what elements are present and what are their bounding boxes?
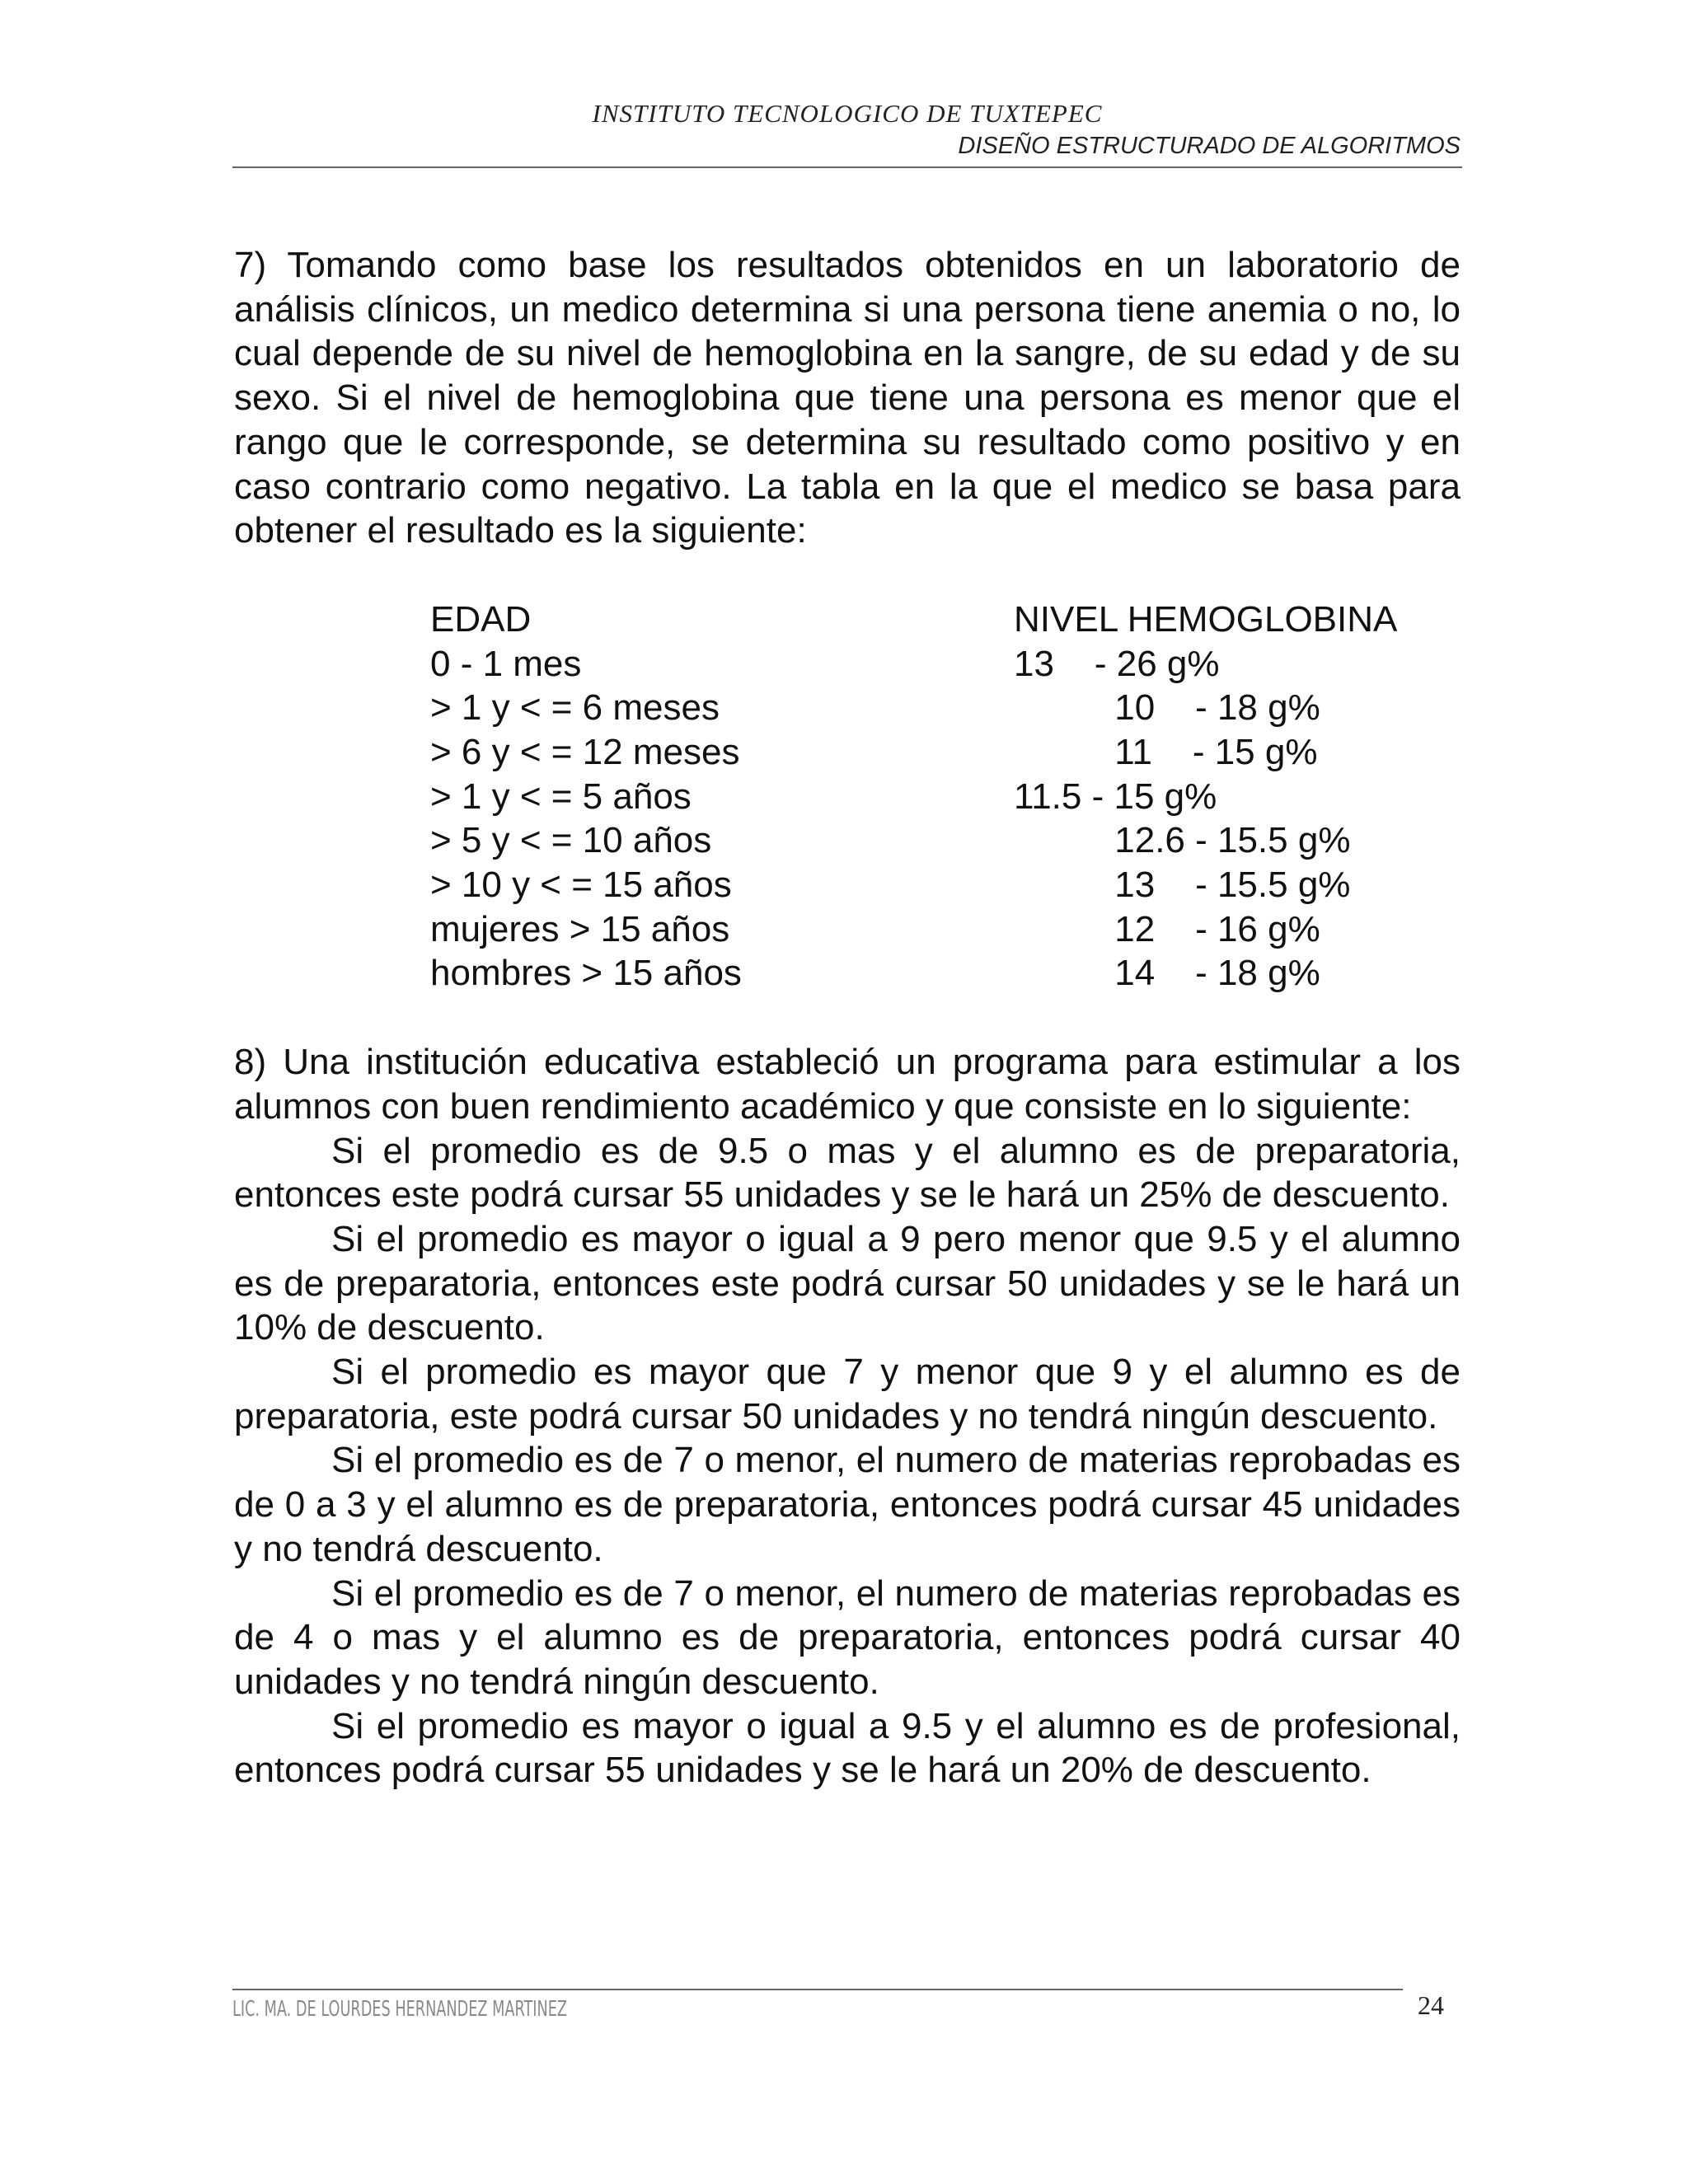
problem-8-rule: Si el promedio es mayor o igual a 9.5 y el alumno es de profesional, entonces podrá cursar 55 unidades y se le hará un 20% de descuento. — [234, 1705, 1461, 1791]
problem-8-rule: Si el promedio es mayor que 7 y menor que 9 y el alumno es de preparatoria, este podrá cursar 50 unidades y no tendrá ningún descuento. — [234, 1352, 1461, 1436]
table-row — [430, 730, 1461, 775]
header-institute: INSTITUTO TECNOLOGICO DE TUXTEPEC — [592, 99, 1103, 128]
column-header-age: EDAD — [430, 598, 532, 640]
level-cell: 12.6 - 15.5 g% — [1014, 820, 1351, 861]
age-cell: mujeres > 15 años — [430, 908, 730, 949]
age-cell: hombres > 15 años — [430, 953, 742, 994]
problem-8-rule: Si el promedio es de 7 o menor, el numero de materias reprobadas es de 4 o mas y el alumno es de preparatoria, entonces podrá cursar 40 unidades y no tendrá ningún descuento. — [234, 1572, 1461, 1702]
level-cell: 14 - 18 g% — [1014, 953, 1320, 994]
age-cell: 0 - 1 mes — [430, 643, 582, 684]
page-content — [234, 243, 1461, 1793]
page-footer — [232, 1989, 1403, 2022]
age-cell: > 1 y < = 6 meses — [430, 687, 720, 729]
level-cell: 10 - 18 g% — [1014, 687, 1320, 729]
level-cell: 13 - 15.5 g% — [1014, 865, 1351, 906]
age-cell: > 1 y < = 5 años — [430, 776, 692, 817]
page-number: 24 — [1418, 1990, 1444, 2020]
table-row — [430, 686, 1461, 730]
problem-8-rule: Si el promedio es de 7 o menor, el numero de materias reprobadas es de 0 a 3 y el alumno es de preparatoria, entonces podrá cursar 45 unidades y no tendrá descuento. — [234, 1440, 1461, 1569]
level-cell: 11 - 15 g% — [1014, 731, 1318, 772]
table-row — [430, 863, 1461, 907]
age-cell: > 6 y < = 12 meses — [430, 731, 740, 772]
page-header — [232, 97, 1462, 168]
problem-7-text: 7) Tomando como base los resultados obtenidos en un laboratorio de análisis clínicos, un medico determina si una persona tiene anemia o no, lo cual depende de su nivel de hemoglobina en la sangre, de su edad y de su sexo. Si el nivel de hemoglobina que tiene una persona es menor que el rango que le corresponde, se determina su resultado como positivo y en caso contrario como negativo. La tabla en la que el medico se basa para obtener el resultado es la siguiente: — [234, 245, 1461, 551]
problem-8-rule: Si el promedio es de 9.5 o mas y el alumno es de preparatoria, entonces este podrá cursar 55 unidades y se le hará un 25% de descuento. — [234, 1130, 1461, 1216]
table-row — [430, 907, 1461, 952]
age-cell: > 5 y < = 10 años — [430, 820, 712, 861]
table-row — [430, 951, 1461, 996]
table-row — [430, 818, 1461, 863]
age-cell: > 10 y < = 15 años — [430, 865, 732, 906]
footer-author: LIC. MA. DE LOURDES HERNANDEZ MARTINEZ — [232, 1997, 568, 2022]
table-header-row — [430, 598, 1461, 642]
problem-8-rule: Si el promedio es mayor o igual a 9 pero menor que 9.5 y el alumno es de preparatoria, entonces este podrá cursar 50 unidades y se le hará un 10% de descuento. — [234, 1218, 1461, 1348]
level-cell: 13 - 26 g% — [1014, 643, 1220, 684]
header-course: DISEÑO ESTRUCTURADO DE ALGORITMOS — [958, 133, 1461, 159]
problem-8-intro: 8) Una institución educativa estableció un programa para estimular a los alumnos con buen rendimiento académico y que consiste en lo siguiente: — [234, 1042, 1461, 1127]
column-header-level: NIVEL HEMOGLOBINA — [1014, 598, 1398, 640]
table-row — [430, 642, 1461, 687]
hemoglobin-table — [430, 598, 1461, 996]
level-cell: 12 - 16 g% — [1014, 908, 1320, 949]
table-row — [430, 775, 1461, 819]
level-cell: 11.5 - 15 g% — [1014, 776, 1217, 817]
